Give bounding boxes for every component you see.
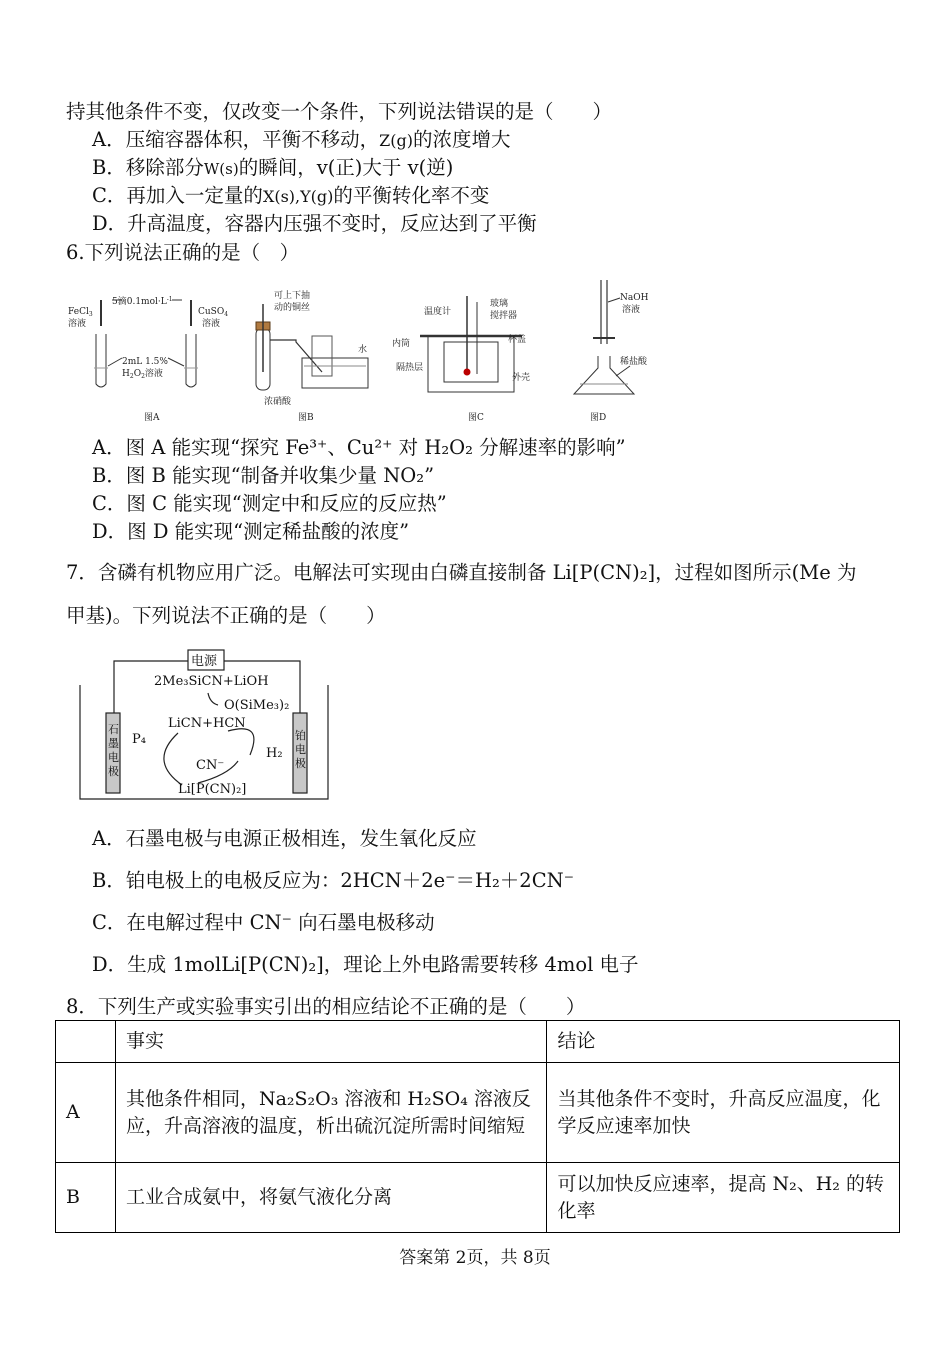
table-header-cell: 事实 (115, 1021, 546, 1063)
q8-stem: 8．下列生产或实验事实引出的相应结论不正确的是（ ） (66, 995, 586, 1018)
figC-shell-label: 外壳 (512, 373, 531, 383)
q8-table (55, 1020, 900, 1233)
figC-thermo-label: 温度计 (424, 307, 452, 317)
figA-fecl3-label-2: 溶液 (68, 319, 87, 329)
figA-fecl3-label: FeCl$_3$ (68, 307, 93, 318)
row-label: B (56, 1163, 116, 1233)
byproduct-label: O(SiMe₃)₂ (224, 698, 290, 713)
table-header-cell (56, 1021, 116, 1063)
figB-wire-label-2: 动的铜丝 (274, 303, 311, 313)
figD-naoh-label-2: 溶液 (622, 305, 641, 315)
q7-stem-2: 甲基)。下列说法不正确的是（ ） (66, 604, 386, 627)
cn-label: CN⁻ (196, 758, 225, 773)
row-fact: 其他条件相同，Na₂S₂O₃ 溶液和 H₂SO₄ 溶液反应，升高溶液的温度，析出硫沉淀所需时间缩短 (115, 1063, 546, 1163)
q5-option-c: C．再加入一定量的X(s),Y(g)的平衡转化率不变 (92, 184, 490, 207)
figC-stir-label-1: 玻璃 (490, 299, 509, 309)
q5-stem: 持其他条件不变，仅改变一个条件，下列说法错误的是（ ） (66, 100, 613, 123)
q7-option-d: D．生成 1molLi[P(CN)₂]，理论上外电路需要转移 4mol 电子 (92, 953, 639, 976)
figA-caption: 图A (144, 413, 160, 423)
right-electrode-char-1: 铂 (295, 729, 306, 742)
figA-right-tube (186, 334, 196, 387)
figD-naoh-label-1: NaOH (620, 293, 649, 303)
table-header-row (56, 1021, 900, 1063)
q6-option-c: C．图 C 能实现“测定中和反应的反应热” (92, 492, 447, 515)
q7-option-c: C．在电解过程中 CN⁻ 向石墨电极移动 (92, 911, 435, 934)
figC-caption: 图C (468, 413, 484, 423)
figB-acid-label: 浓硝酸 (264, 397, 292, 407)
figA-h2o2-label-1: 2mL 1.5% (122, 357, 168, 367)
h2-label: H₂ (266, 746, 283, 761)
left-electrode-char-3: 电 (108, 751, 119, 764)
row-conclusion: 当其他条件不变时，升高反应温度，化学反应速率加快 (547, 1063, 900, 1163)
figD-hcl-label: 稀盐酸 (620, 357, 648, 367)
right-electrode-char-2: 电 (295, 743, 306, 756)
figD-caption: 图D (590, 413, 607, 423)
row-label: A (56, 1063, 116, 1163)
figA-h2o2-label-2: $H_2O_2$溶液 (122, 369, 163, 380)
q7-stem-1: 7．含磷有机物应用广泛。电解法可实现由白磷直接制备 Li[P(CN)₂]，过程如图所示(Me 为 (66, 561, 857, 584)
q7-figure (78, 643, 338, 805)
figB-bottle (312, 336, 332, 376)
figC-lid-label: 杯盖 (508, 335, 527, 345)
cycle-arrow (164, 733, 182, 785)
intermediate-label: LiCN+HCN (168, 716, 246, 731)
table-header-cell: 结论 (547, 1021, 900, 1063)
figA-drops-label: 5滴$0.1mol\cdot L^{-1}$ (112, 296, 173, 307)
q6-stem: 6.下列说法正确的是（ ） (66, 241, 300, 264)
figC-insul-label: 隔热层 (396, 363, 424, 373)
figC-outer (428, 336, 514, 392)
q7-option-b: B．铂电极上的电极反应为：2HCN＋2e⁻＝H₂＋2CN⁻ (92, 869, 574, 892)
figA-left-tube (96, 334, 106, 387)
q6-option-d: D．图 D 能实现“测定稀盐酸的浓度” (92, 520, 410, 543)
figC-inner-label: 内筒 (392, 339, 411, 349)
q6-figure-svg (60, 276, 660, 426)
p4-label: P₄ (132, 732, 146, 747)
reactants-label: 2Me₃SiCN+LiOH (154, 674, 269, 689)
right-electrode-char-3: 极 (295, 757, 306, 770)
q6-option-b: B．图 B 能实现“制备并收集少量 NO₂” (92, 464, 435, 487)
figA-cuso4-label: CuSO$_4$ (198, 307, 229, 318)
product-label: Li[P(CN)₂] (178, 782, 247, 797)
q5-option-b: B．移除部分W(s)的瞬间，v(正)大于 v(逆) (92, 156, 454, 179)
figB-water-label: 水 (358, 345, 368, 355)
figB-wire-label-1: 可上下抽 (274, 291, 311, 301)
q7-figure-svg (78, 643, 338, 805)
figC-stir-label-2: 搅拌器 (490, 311, 518, 321)
q6-figure (60, 276, 660, 426)
row-conclusion: 可以加快反应速率，提高 N₂、H₂ 的转化率 (547, 1163, 900, 1233)
left-electrode-char-4: 极 (108, 765, 119, 778)
table-row (56, 1063, 900, 1163)
q6-option-a: A．图 A 能实现“探究 Fe³⁺、Cu²⁺ 对 H₂O₂ 分解速率的影响” (92, 436, 626, 459)
table-row (56, 1163, 900, 1233)
figC-inner (444, 342, 498, 382)
power-label: 电源 (191, 654, 218, 669)
figA-cuso4-label-2: 溶液 (202, 319, 221, 329)
left-electrode-char-1: 石 (108, 723, 119, 736)
figB-caption: 图B (298, 413, 314, 423)
row-fact: 工业合成氨中，将氨气液化分离 (115, 1163, 546, 1233)
q7-option-a: A．石墨电极与电源正极相连，发生氧化反应 (92, 827, 477, 850)
page-footer: 答案第 2页，共 8页 (399, 1248, 551, 1268)
q5-option-a: A．压缩容器体积，平衡不移动，Z(g)的浓度增大 (92, 128, 511, 151)
q5-option-d: D．升高温度，容器内压强不变时，反应达到了平衡 (92, 212, 537, 235)
left-electrode-char-2: 墨 (108, 737, 119, 750)
